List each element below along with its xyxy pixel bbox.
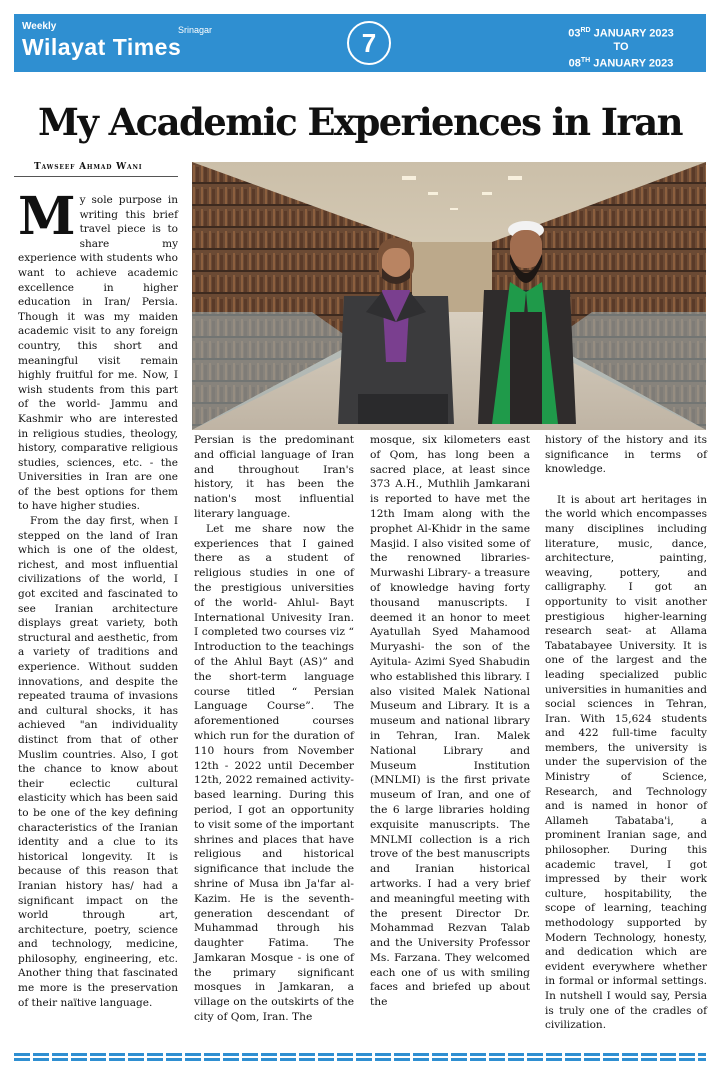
paragraph-gap bbox=[545, 477, 707, 493]
column-3-paragraph-1: mosque, six kilometers east of Qom, has long been a sacred place, at least since 373 A.H., Muthlih Jamkarani is reported to have met the 12th Imam along with the prophet Al-Khidr in the same Masjid. I also visited some of the renowned libraries- Murwashi Library- a treasure of knowledge having forty thousand manuscripts. I deemed it an honor to meet Ayatullah Syed Mahamood Muryashi- the son of the Ayitula- Azimi Syed Shabudin who established this library. I also visited Malek National Museum and Library. It is a museum and national library in Tehran, Iran. Malek National Library and Museum Institution (MNLMI) is the first private museum of Iran, and one of the 6 large libraries holding exquisite manuscripts. The MNLMI collection is a rich trove of the best manuscripts and Iranian historical artworks. I had a very brief and meaningful meeting with the present Director Dr. Mohammad Rezvan Talab and the University Professor Ms. Farzana. They welcomed each one of us with smiling faces and briefed up about the bbox=[370, 433, 530, 1009]
article-column-1 bbox=[18, 186, 178, 1010]
library-photo-illustration bbox=[192, 162, 706, 430]
masthead-location: Srinagar bbox=[178, 25, 213, 35]
article-column-3 bbox=[370, 433, 530, 1010]
date-to bbox=[546, 54, 696, 71]
date-to-word: TO bbox=[613, 40, 629, 53]
byline-rule bbox=[14, 176, 178, 177]
page-number: 7 bbox=[347, 21, 391, 65]
footer-rule bbox=[14, 1053, 706, 1061]
column-2-paragraph-1: Persian is the predominant and official language of Iran and throughout Iran's history, it has been the nation's most influential literary language. bbox=[194, 433, 354, 520]
drop-cap: M bbox=[18, 186, 76, 247]
issue-dates bbox=[546, 24, 696, 70]
date-to-day: 08 bbox=[568, 57, 581, 70]
column-1-paragraph-1-text: y sole purpose in writing this brief travel piece is to share my experience with students who want to achieve academic excellence in higher education in Iran/ Persia. Though it was my maiden academic visit to any foreign country, this short and meaningful visit remain highly fruitful for me. Now, I wish students from this part of the world- Jammu and Kashmir who are interested in religious studies, theology, history, comparative religious studies, sciences, etc. - the Universities in Iran are one of the best options for them to have higher studies. bbox=[18, 194, 178, 513]
date-from-day: 03 bbox=[568, 27, 581, 40]
article-column-2 bbox=[194, 433, 354, 1025]
column-1-paragraph-2: From the day first, when I stepped on the land of Iran which is one of the oldest, richest, and most influential civilizations of the world, I got excited and fascinated to see Iranian architecture displays great variety, both structural and aesthetic, from a variety of traditions and experience. Without sudden innovations, and despite the repeated trauma of invasions and cultural shocks, it has achieved "an individuality distinct from that of other Muslim countries. Also, I got the chance to know about their eclectic cultural elasticity which has been said to be one of the key defining characteristics of the Iranian identity and a clue to its historical longevity. It is because of this reason that Iranian history has/ had a significant impact on the world through art, architecture, poetry, science and technology, medicine, philosophy, engineering, etc. Another thing that fascinated me more is the preservation of their naïtive language. bbox=[18, 515, 178, 1009]
date-from-suffix: RD bbox=[580, 27, 591, 34]
date-from bbox=[546, 24, 696, 41]
column-2-paragraph-2: Let me share now the experiences that I gained there as a student of religious studies in one of the prestigious universities of the world- Ahlul- Bayt International Univesity Iran. I completed two courses viz “ Introduction to the teachings of the Ahlul Bayt (AS)” and the short-term language course titled “ Persian Language Course”. The aforementioned courses which run for the duration of 110 hours from November 12th - 2022 until December 12th, 2022 remained activity-based learning. During this period, I got an opportunity to visit some of the important shrines and places that have religious and historical significance that include the shrine of Musa ibn Ja'far al-Kazim. He is the seventh-generation descendant of Muhammad through his daughter Fatima. The Jamkaran Mosque - is one of the primary significant mosques in Jamkaran, a village on the outskirts of the city of Qom, Iran. The bbox=[194, 521, 354, 1024]
date-to-suffix: TH bbox=[580, 56, 591, 64]
column-1-paragraph-1 bbox=[18, 186, 178, 514]
masthead bbox=[14, 14, 706, 72]
date-to-rest: JANUARY 2023 bbox=[590, 57, 674, 70]
article-column-4 bbox=[545, 433, 707, 1033]
column-4-paragraph-2: It is about art heritages in the world which encompasses many disciplines including literature, music, dance, architecture, painting, weaving, pottery, and calligraphy. I got an opportunity to visit another prestigious higher-learning research seat- at Allama Tabatabayee University. It is one of the largest and the leading specialized public universities in humanities and social sciences in Tehran, Iran. With 15,624 students and 422 full-time faculty members, the university is under the supervision of the Ministry of Science, Research, and Technology and is named in honor of Allameh Tabataba'i, a prominent Iranian sage, and philosopher. During this academic travel, I got impressed by their work culture, hospitability, the scope of learning, teaching methodology supported by Modern Technology, honesty, and dedication which are evident everywhere whether in formal or informal settings. In nutshell I would say, Persia is truly one of the cradles of civilization. bbox=[545, 493, 707, 1032]
column-4-paragraph-1: history of the history and its significance in terms of knowledge. bbox=[545, 434, 707, 476]
masthead-title: Wilayat Times bbox=[22, 34, 182, 60]
article-photo bbox=[192, 162, 706, 430]
masthead-weekly-label: Weekly bbox=[22, 21, 57, 32]
date-from-rest: JANUARY 2023 bbox=[590, 27, 674, 40]
article-headline: My Academic Experiences in Iran bbox=[38, 100, 682, 144]
article-byline: Tawseef Ahmad Wani bbox=[34, 162, 143, 172]
